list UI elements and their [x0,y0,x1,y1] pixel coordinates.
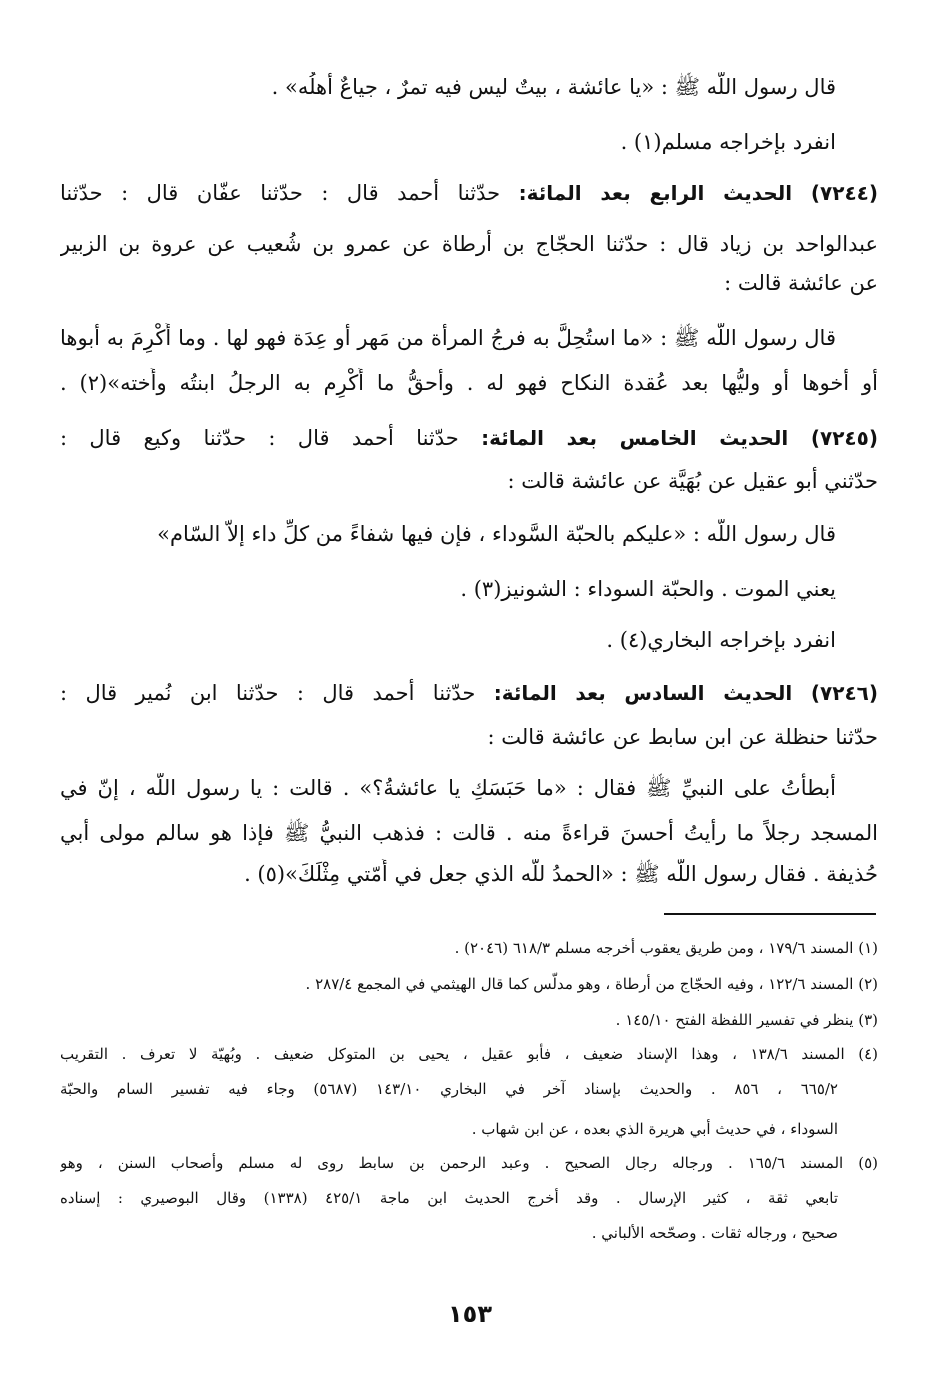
footnote-continuation: صحيح ، ورجاله ثقات . وصحّحه الألباني . [591,1224,838,1242]
footnote-continuation: ٦٦٥/٢ ، ٨٥٦ . والحديث بإسناد آخر في البخاري ١٤٣/١٠ (٥٦٨٧) وجاء فيه تفسير السام والحبّة [60,1080,838,1098]
text-line: حدّثني أبو عقيل عن بُهَيَّة عن عائشة قالت : [507,469,878,493]
hadith-heading-text: حدّثنا أحمد قال : حدّثنا ابن نُمير قال : [60,681,494,705]
hadith-heading-label: (٧٢٤٤) الحديث الرابع بعد المائة: [518,181,878,205]
text-line: حُذيفة . فقال رسول اللّه ﷺ : «الحمدُ للّه الذي جعل في أُمّتي مِثْلَكَ»(٥) . [244,862,878,886]
hadith-heading-label: (٧٢٤٦) الحديث السادس بعد المائة: [493,681,878,705]
text-line: أو أخوها أو وليُّها بعد عُقدة النكاح فهو له . وأحقُّ ما أُكْرِم به الرجلُ ابنتُه وأُخته»(٢) . [60,371,878,395]
footnote: (٥) المسند ١٦٥/٦ . ورجاله رجال الصحيح . وعبد الرحمن بن سابط روى له مسلم وأصحاب السنن ، وهو [60,1154,878,1172]
footnote-continuation: تابعي ثقة ، كثير الإرسال . وقد أخرج الحديث ابن ماجة ٤٢٥/١ (١٣٣٨) وقال البوصيري : إسناده [60,1189,838,1207]
hadith-heading-7244 [60,178,878,208]
footnote: (١) المسند ١٧٩/٦ ، ومن طريق يعقوب أخرجه مسلم ٦١٨/٣ (٢٠٤٦) . [454,939,878,957]
text-line: حدّثنا حنظلة عن ابن سابط عن عائشة قالت : [487,725,878,749]
text-line: يعني الموت . والحبّة السوداء : الشونيز(٣) . [460,577,836,601]
text-line: المسجد رجلاً ما رأيتُ أحسنَ قراءةً منه . قالت : فذهب النبيُّ ﷺ فإذا هو سالم مولى أبي [60,821,878,845]
text-line: عبدالواحد بن زياد قال : حدّثنا الحجّاج بن أرطاة عن عمرو بن شُعيب عن عروة بن الزبير [60,232,878,256]
footnote-continuation: السوداء ، في حديث أبي هريرة الذي بعده ، عن ابن شهاب . [471,1120,838,1138]
footnote: (٣) ينظر في تفسير اللفظة الفتح ١٤٥/١٠ . [615,1011,878,1029]
text-line: قال رسول اللّه : «عليكم بالحبّة السَّوداء ، فإن فيها شفاءً من كلِّ داء إلاّ السّام» [157,522,836,546]
hadith-heading-text: حدّثنا أحمد قال : حدّثنا وكيع قال : [60,426,482,450]
text-line: عن عائشة قالت : [724,271,878,295]
hadith-heading-text: حدّثنا أحمد قال : حدّثنا عفّان قال : حدّثنا [60,181,519,205]
text-line: أبطأتُ على النبيِّ ﷺ فقال : «ما حَبَسَكِ يا عائشةُ؟» . قالت : يا رسول اللّه ، إنّ في [60,776,836,800]
text-line: انفرد بإخراجه البخاري(٤) . [606,628,836,652]
footnote: (٢) المسند ١٢٢/٦ ، وفيه الحجّاج من أرطاة ، وهو مدلّس كما قال الهيثمي في المجمع ٢٨٧/٤ . [305,975,878,993]
footnote: (٤) المسند ١٣٨/٦ ، وهذا الإسناد ضعيف ، فأبو عقيل ، يحيى بن المتوكل ضعيف . وبُهيّة لا تعرف . التقريب [60,1045,878,1063]
hadith-heading-7245 [60,423,878,453]
hadith-heading-7246 [60,678,878,708]
hadith-heading-label: (٧٢٤٥) الحديث الخامس بعد المائة: [481,426,878,450]
footnote-separator [664,913,876,915]
text-line: قال رسول اللّه ﷺ : «ما استُحِلَّ به فرجُ المرأة من مَهر أو عِدَة فهو لها . وما أُكْرِمَ به أبوها [60,326,836,350]
page-number: ١٥٣ [448,1300,492,1328]
text-line: قال رسول اللّه ﷺ : «يا عائشة ، بيتٌ ليس فيه تمرٌ ، جياعٌ أهلُه» . [271,75,836,99]
text-line: انفرد بإخراجه مسلم(١) . [620,130,836,154]
